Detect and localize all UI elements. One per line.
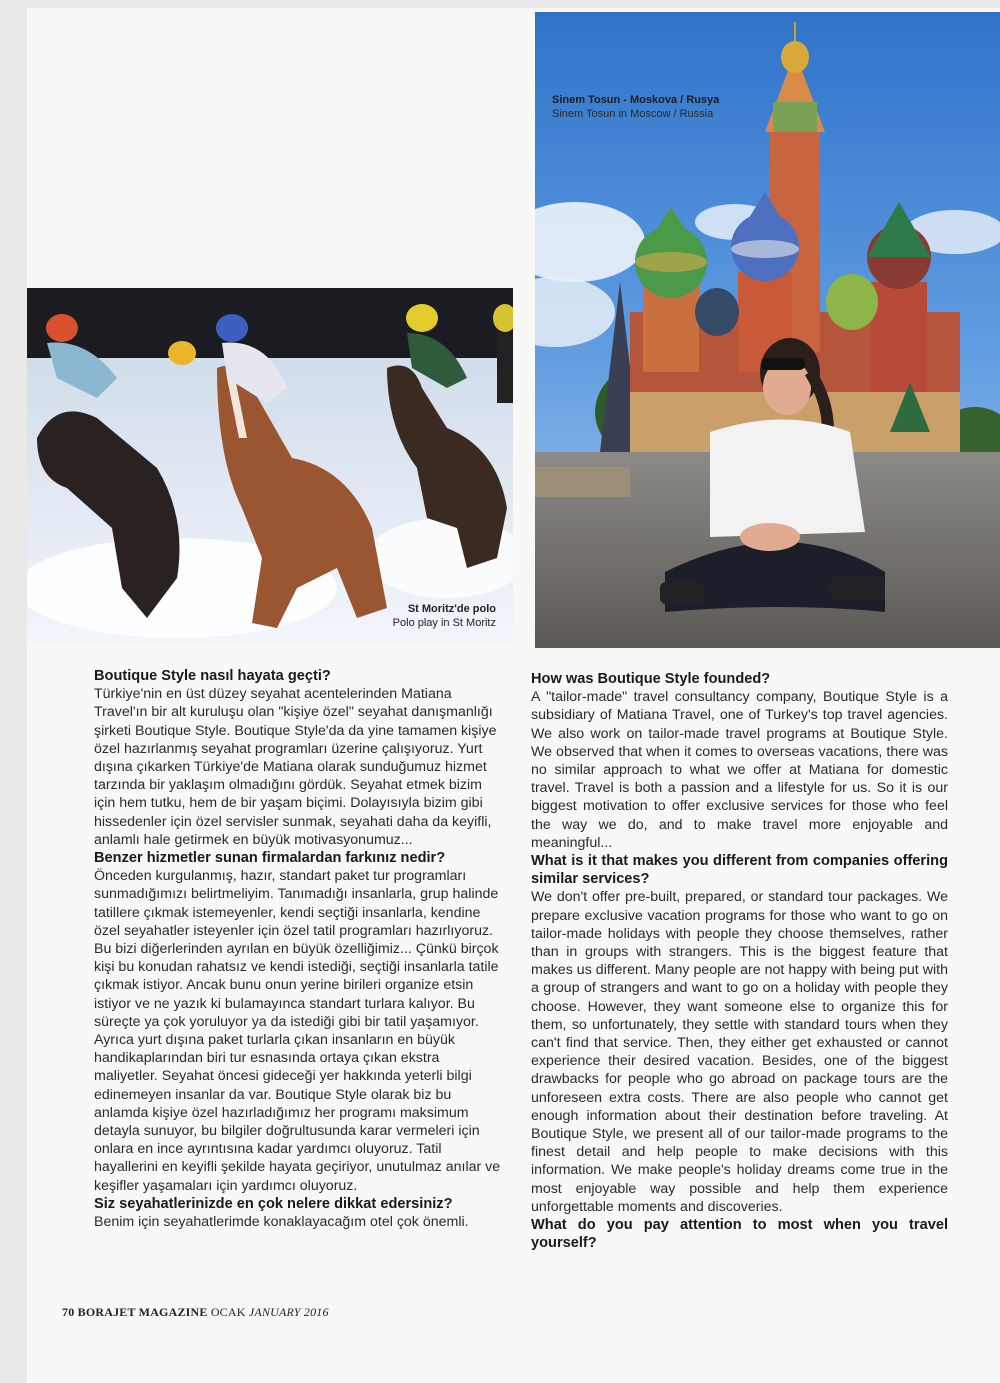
article-column-turkish <box>94 667 504 1231</box>
caption-horses <box>386 602 496 630</box>
heading-attention-en: What do you pay attention to most when you travel yourself? <box>531 1217 948 1252</box>
caption-moscow <box>552 93 719 121</box>
paragraph-founding-tr: Türkiye'nin en üst düzey seyahat acentelerinden Matiana Travel'ın bir alt kuruluşu olan "kişiye özel" seyahat danışmanlığı şirketi Boutique Style. Boutique Style'da da yine tamamen kişiye özel hazırlanmış seyahat programları üzerine çalışıyoruz. Yurt dışına çıkarken Türkiye'de Matiana olarak sunduğumuz hizmet tarzında bir yaklaşım olmadığını gördük. Seyahat etmek bizim için hem tutku, hem de bir yaşam biçimi. Dolayısıyla bizim gibi hissedenler için özel servisler sunmak, seyahati daha da keyifli, anlamlı hale getirmek en büyük motivasyonumuz... <box>94 686 497 848</box>
caption-moscow-english: Sinem Tosun in Moscow / Russia <box>552 108 714 120</box>
heading-difference-tr: Benzer hizmetler sunan firmalardan farkınız nedir? <box>94 850 446 867</box>
page-footer <box>62 1305 329 1320</box>
heading-difference-en: What is it that makes you different from companies offering similar services? <box>531 853 948 888</box>
month-english: JANUARY 2016 <box>248 1305 329 1319</box>
magazine-name: BORAJET MAGAZINE <box>77 1305 208 1319</box>
paragraph-difference-tr: Önceden kurgulanmış, hazır, standart paket tur programları sunmadığımızı belirtmeliyim. Tanımadığı insanlarla, grup halinde tatillere çıkmak istemeyenler, kendi seçtiği insanlarla, kendine özel seyahatler isteyenler için özel tatil programları hazırlıyoruz. Bu bizi diğerlerinden ayrılan en büyük özelliğimiz... Çünkü birçok kişi bu konudan rahatsız ve kendi istediği, seçtiği insanlarla tatile çıkmak istiyor. Ancak bunu onun yerine birileri organize etsin istiyor ve ne yazık ki bulamayınca standart turlara kalıyor. Bu süreçte ya çok yoruluyor ya da istediği gibi bir tatil yaşamıyor. Ayrıca yurt dışına paket turlarla çıkan insanların en büyük handikaplarından biri tur esnasında ortaya çıkan ekstra maliyetler. Seyahat öncesi gideceği yer hakkında yeterli bilgi edinemeyen insanlar da var. Boutique Style olarak biz bu anlamda kişiye özel hazırladığımız her programı maksimum detayla sunuyor, bu bilgiler doğrultusunda karar vermeleri için onlara en ince ayrıntısına kadar yardımcı oluyoruz. Tatil hayallerini en keyifli şekilde hayata geçiriyor, unutulmaz anılar ve keşifler yaşamaları için yardımcı oluyoruz. <box>94 868 501 1194</box>
photo-horse-race-st-moritz <box>27 288 513 644</box>
month-turkish: OCAK <box>210 1305 246 1319</box>
heading-founding-en: How was Boutique Style founded? <box>531 671 771 687</box>
page-number: 70 <box>62 1305 75 1319</box>
caption-moscow-turkish: Sinem Tosun - Moskova / Rusya <box>552 94 720 106</box>
heading-founding-tr: Boutique Style nasıl hayata geçti? <box>94 668 331 684</box>
paragraph-difference-en: We don't offer pre-built, prepared, or standard tour packages. We prepare exclusive vacation programs for those who want to go on tailor-made holidays with people they choose themselves, rather than in groups with strangers. This is the biggest feature that makes us different. Many people are not happy with being put with a group of strangers and want to go on a holiday with people they choose. However, they want someone else to organize this for them, so unfortunately, they settle with standard tours when they can't find that service. Then, they either get exhausted or cannot experience their desired vacation. Besides, one of the biggest drawbacks for people who go abroad on package tours are the unforeseen extra costs. There are also people who cannot get enough information about their destination before traveling. At Boutique Style, we present all of our tailor-made programs to the finest detail and help people to make decisions with this information. We make people's holiday dreams come true in the most enjoyable way possible and help them experience unforgettable moments and discoveries. <box>531 889 948 1215</box>
caption-horses-english: Polo play in St Moritz <box>392 617 496 629</box>
paragraph-attention-tr: Benim için seyahatlerimde konaklayacağım otel çok önemli. <box>94 1214 469 1231</box>
caption-horses-turkish: St Moritz'de polo <box>407 603 496 615</box>
paragraph-founding-en: A "tailor-made" travel consultancy company, Boutique Style is a subsidiary of Matiana Travel, one of Turkey's top travel agencies. We also work on tailor-made travel programs at Boutique Style. We observed that when it comes to overseas vacations, there was no similar approach to what we offer at Matiana for domestic travel. Travel is both a passion and a lifestyle for us. So it is our biggest motivation to offer exclusive services for those who feel the way we do, and to make travel more enjoyable and meaningful... <box>531 689 948 851</box>
article-column-english <box>531 670 948 1253</box>
heading-attention-tr: Siz seyahatlerinizde en çok nelere dikkat edersiniz? <box>94 1195 453 1212</box>
